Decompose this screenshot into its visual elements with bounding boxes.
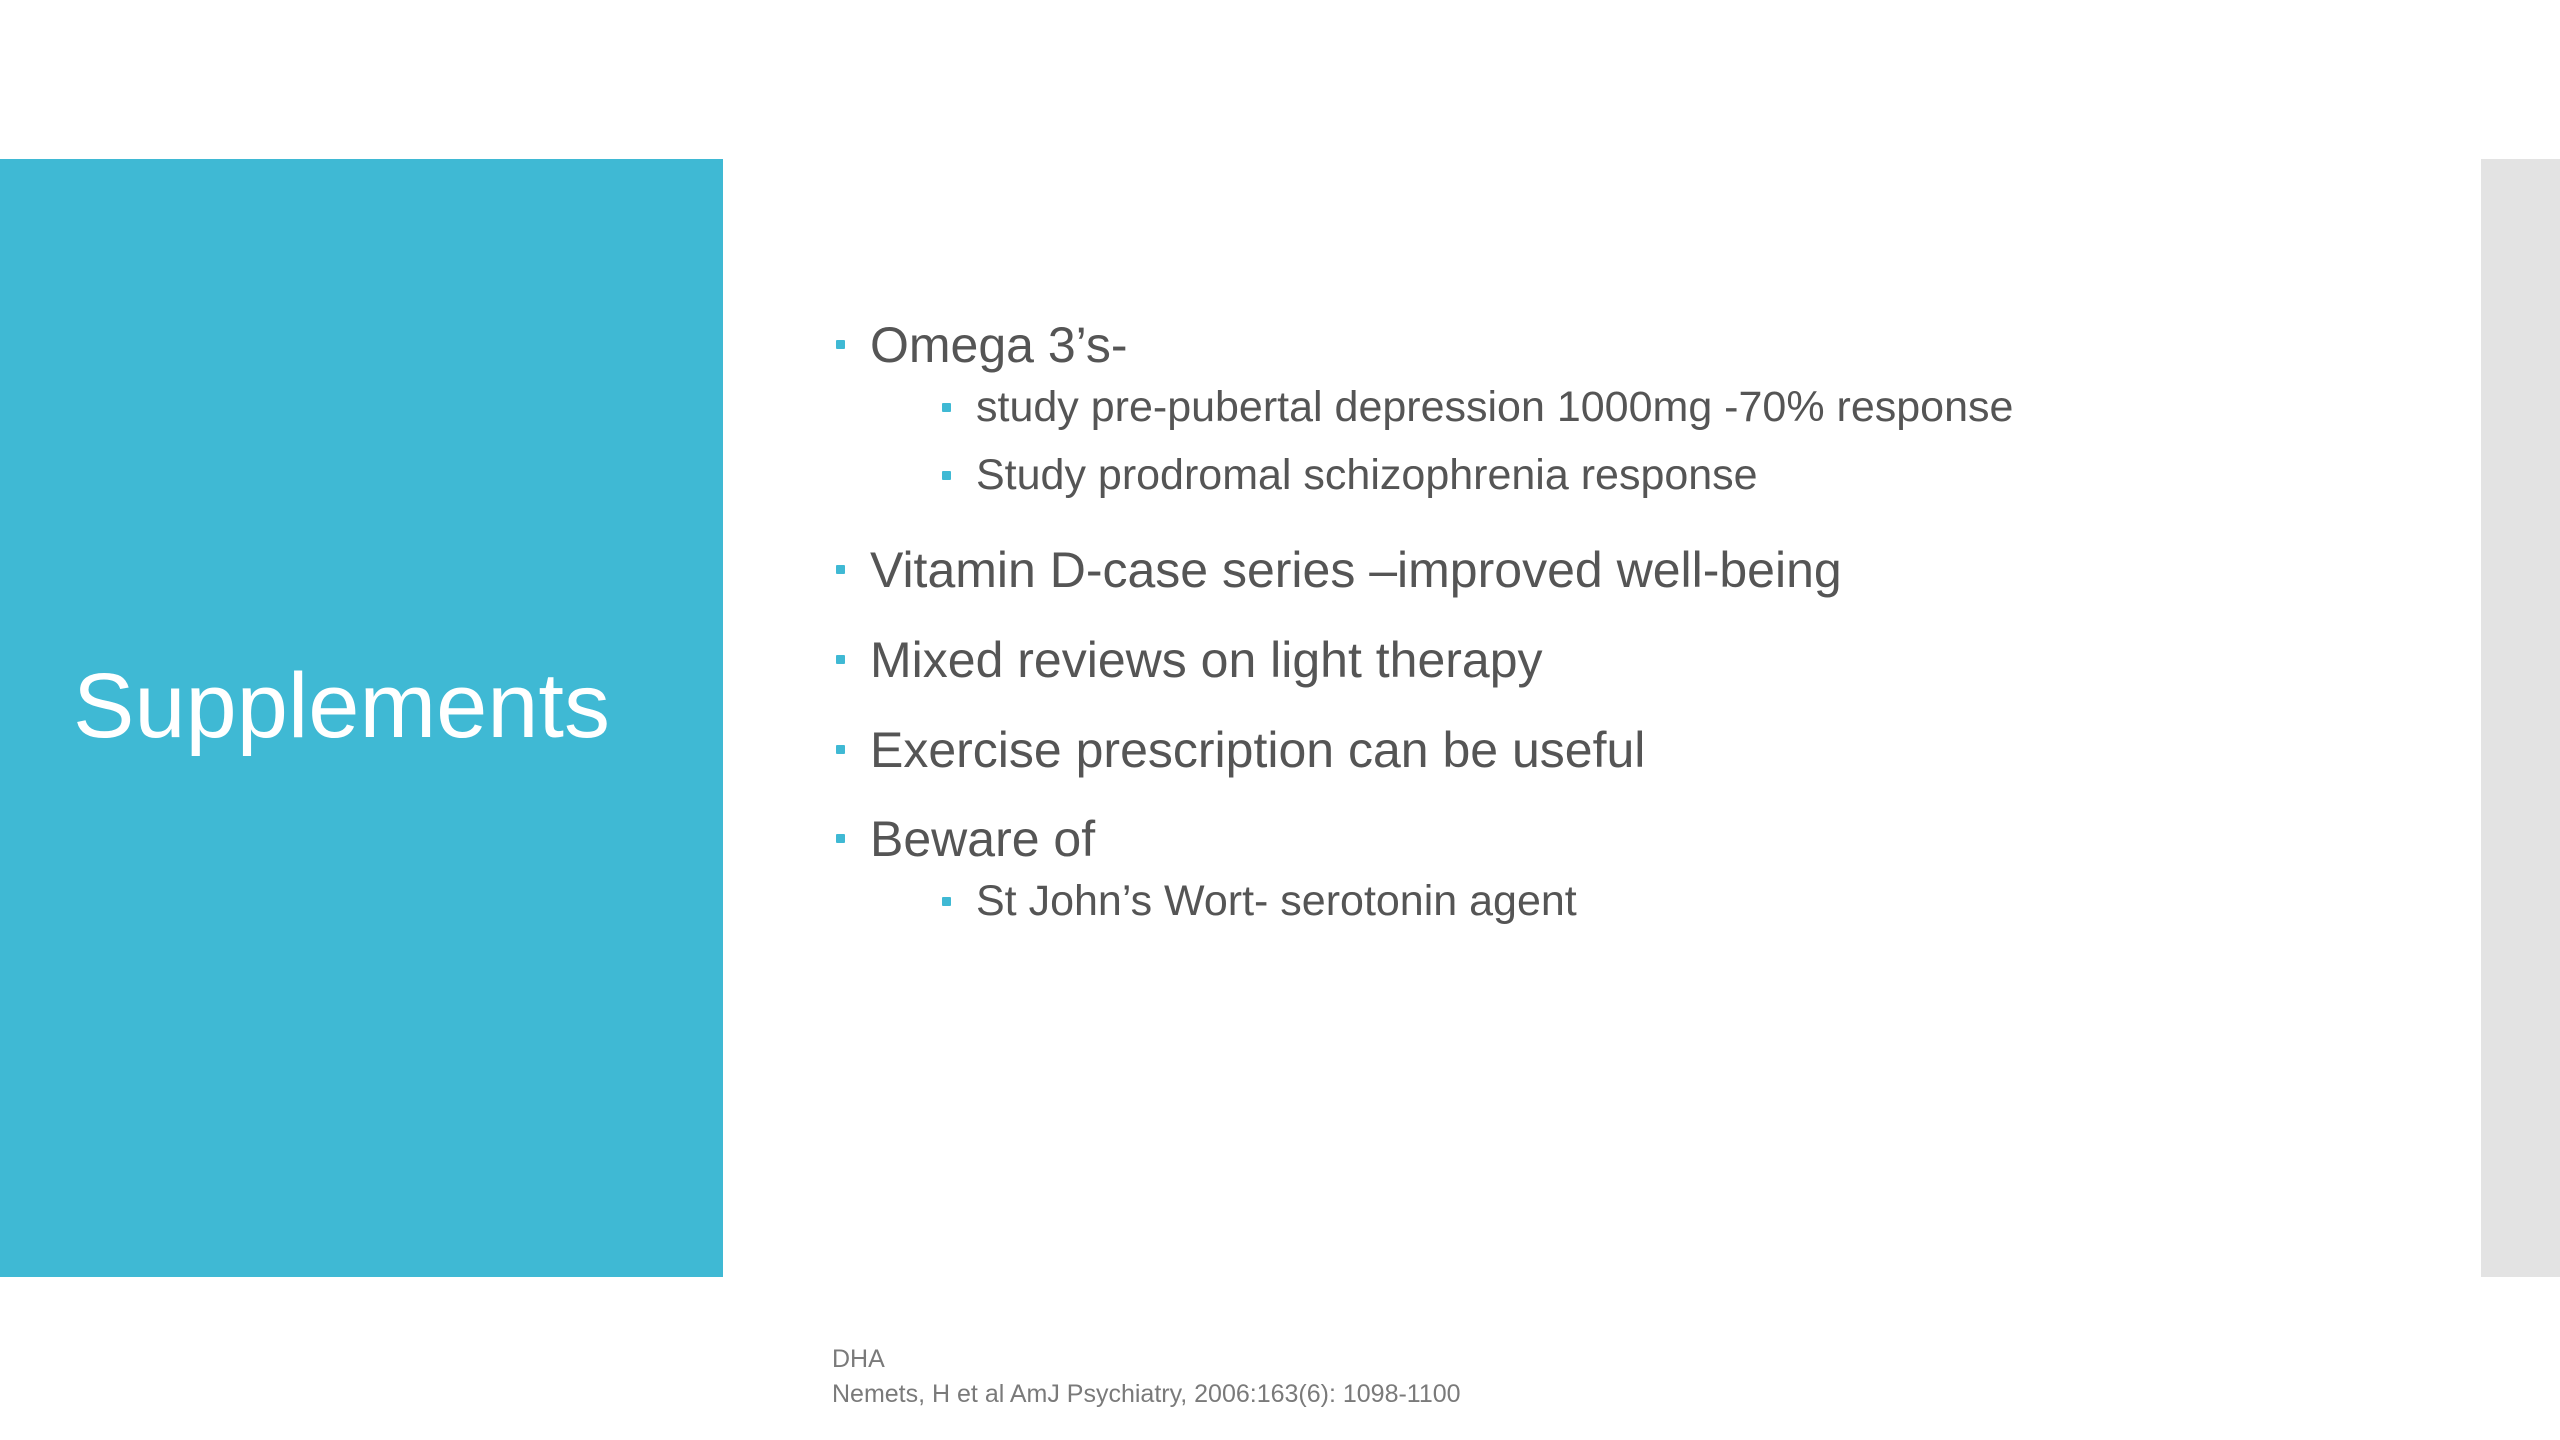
citation-reference: Nemets, H et al AmJ Psychiatry, 2006:163(6): 1098-1100 [832,1380,1461,1408]
bullet-icon [942,897,951,906]
bullet-text: Vitamin D-case series –improved well-being [870,542,1842,598]
bullet-text: Mixed reviews on light therapy [870,632,1543,688]
citation-label: DHA [832,1345,885,1373]
bullet-icon [836,565,845,574]
sub-bullet-text: Study prodromal schizophrenia response [976,451,1758,499]
bullet-list [830,0,2430,1440]
citation-footer [832,1342,1461,1412]
sub-bullet-item [936,451,1758,499]
bullet-icon [836,655,845,664]
sub-bullet-text: study pre-pubertal depression 1000mg -70% response [976,383,2014,431]
bullet-item [830,317,1128,373]
bullet-icon [836,745,845,754]
bullet-icon [942,403,951,412]
slide-title: Supplements [73,655,610,757]
bullet-icon [836,834,845,843]
bullet-text: Exercise prescription can be useful [870,722,1646,778]
bullet-text: Omega 3’s- [870,317,1128,373]
bullet-item [830,722,1646,778]
bullet-icon [836,340,845,349]
sub-bullet-item [936,877,1577,925]
bullet-item [830,811,1096,867]
bullet-item [830,632,1543,688]
sub-bullet-text: St John’s Wort- serotonin agent [976,877,1577,925]
side-strip [2481,159,2560,1277]
bullet-text: Beware of [870,811,1096,867]
sub-bullet-item [936,383,2014,431]
bullet-icon [942,471,951,480]
bullet-item [830,542,1842,598]
